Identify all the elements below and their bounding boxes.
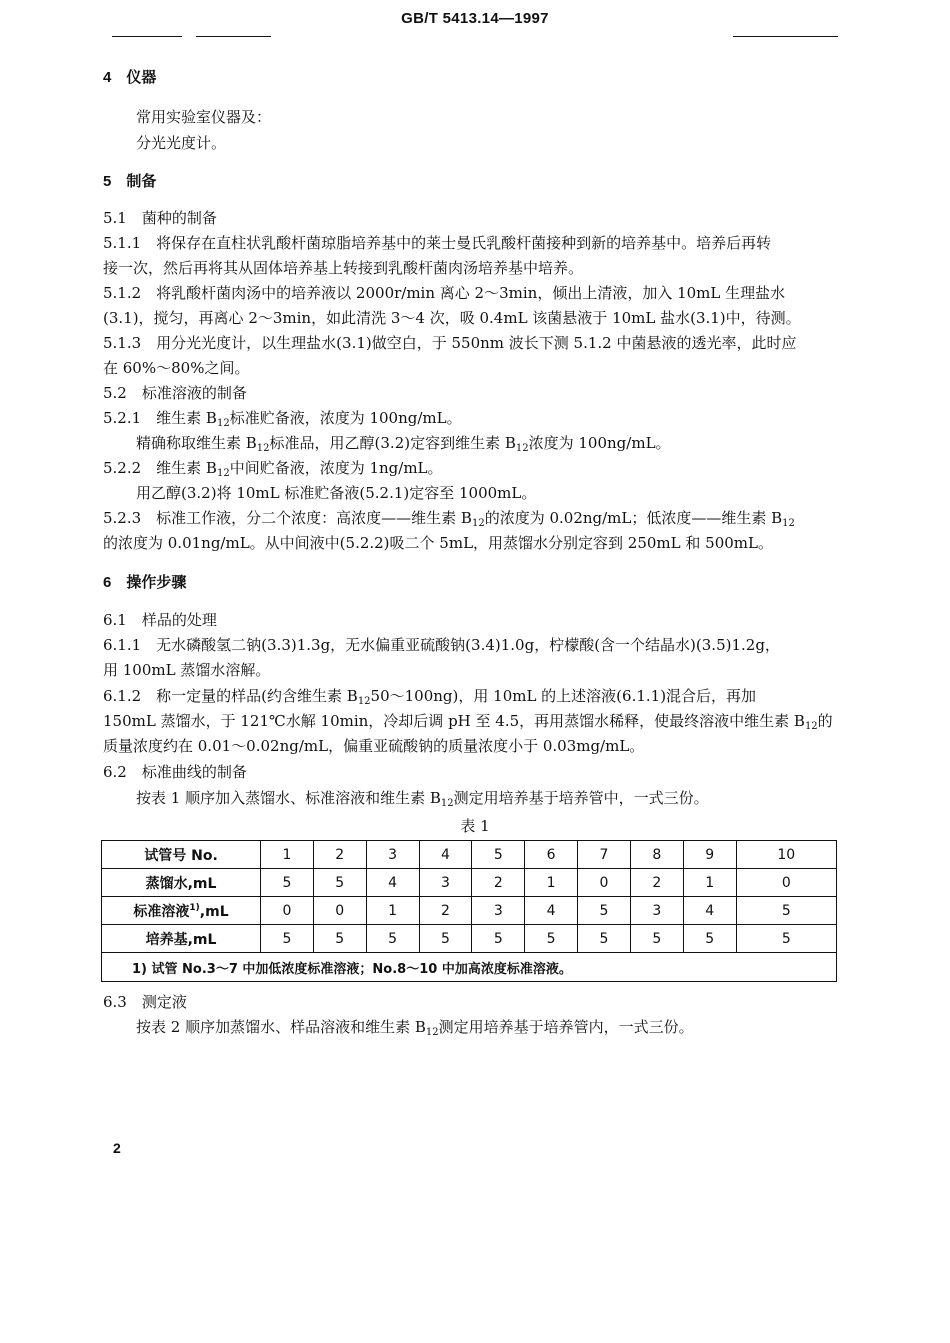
paragraph-line: 精确称取维生素 $B_{12}$标准品，用乙醇(3.2)定容到维生素 $B_{12}$浓度为 100ng/mL。: [136, 434, 671, 454]
section-5-heading: 5 制备: [103, 173, 157, 190]
table-cell: 3: [630, 897, 683, 925]
paragraph-line: 5.2.2 维生素 $B_{12}$中间贮备液，浓度为 1ng/mL。: [103, 459, 443, 479]
table-cell: 2: [630, 869, 683, 897]
table-cell: 4: [683, 897, 736, 925]
paragraph-line: 按表 1 顺序加入蒸馏水、标准溶液和维生素 $B_{12}$测定用培养基于培养管中，一式三份。: [136, 789, 709, 809]
subsection-heading: 6.2 标准曲线的制备: [103, 763, 247, 781]
table-cell: 0: [736, 869, 836, 897]
paragraph-line: 分光光度计。: [136, 134, 227, 152]
paragraph-line: 6.1.2 称一定量的样品(约含维生素 $B_{12}50\sim 100ng$)，用 10mL 的上述溶液(6.1.1)混合后，再加: [103, 687, 757, 707]
table-footnote-row: [102, 953, 837, 982]
subsection-heading: 6.3 测定液: [103, 993, 187, 1011]
subsection-heading: 6.1 样品的处理: [103, 611, 217, 629]
row-header: 培养基,mL: [102, 925, 261, 953]
table-cell: 0: [578, 869, 631, 897]
table-cell: 5: [313, 925, 366, 953]
table-cell: 5: [261, 925, 314, 953]
paragraph-line: 5.2.3 标准工作液，分二个浓度：高浓度——维生素 $B_{12}$的浓度为 0.02ng/mL；低浓度——维生素 $B_{12}$: [103, 509, 795, 529]
table-cell: 5: [313, 869, 366, 897]
header-rule: [112, 36, 182, 37]
table-cell: 6: [525, 841, 578, 869]
table-cell: 2: [313, 841, 366, 869]
table-cell: 5: [472, 925, 525, 953]
table-cell: 4: [419, 841, 472, 869]
paragraph-line: 的浓度为 0.01ng/mL。从中间液中(5.2.2)吸二个 5mL，用蒸馏水分别定容到 250mL 和 500mL。: [103, 534, 773, 552]
paragraph-line: 5.1.1 将保存在直柱状乳酸杆菌琼脂培养基中的莱士曼氏乳酸杆菌接种到新的培养基中。培养后再转: [103, 234, 772, 252]
table-cell: 3: [472, 897, 525, 925]
table-cell: 5: [419, 925, 472, 953]
table-cell: 5: [472, 841, 525, 869]
paragraph-line: 质量浓度约在 0.01～0.02ng/mL，偏重亚硫酸钠的质量浓度小于 0.03mg/mL。: [103, 737, 645, 755]
table-row: [102, 925, 837, 953]
paragraph-line: 6.1.1 无水磷酸氢二钠(3.3)1.3g，无水偏重亚硫酸钠(3.4)1.0g，柠檬酸(含一个结晶水)(3.5)1.2g，: [103, 636, 780, 654]
table-cell: 2: [419, 897, 472, 925]
paragraph-line: 接一次，然后再将其从固体培养基上转接到乳酸杆菌肉汤培养基中培养。: [103, 259, 584, 277]
table-row: [102, 841, 837, 869]
table-cell: 1: [683, 869, 736, 897]
table-cell: 1: [525, 869, 578, 897]
row-header: 蒸馏水,mL: [102, 869, 261, 897]
paragraph-line: 按表 2 顺序加蒸馏水、样品溶液和维生素 $B_{12}$测定用培养基于培养管内，一式三份。: [136, 1018, 694, 1038]
table-cell: 5: [261, 869, 314, 897]
table-cell: 5: [578, 897, 631, 925]
standard-code: GB/T 5413.14—1997: [401, 10, 549, 27]
paragraph-line: 用乙醇(3.2)将 10mL 标准贮备液(5.2.1)定容至 1000mL。: [136, 484, 537, 502]
table-cell: 0: [261, 897, 314, 925]
table-cell: 5: [736, 925, 836, 953]
table-cell: 7: [578, 841, 631, 869]
subsection-heading: 5.1 菌种的制备: [103, 209, 217, 227]
paragraph-line: 常用实验室仪器及：: [136, 108, 272, 126]
paragraph-line: 5.1.2 将乳酸杆菌肉汤中的培养液以 2000r/min 离心 2～3min，倾出上清液，加入 10mL 生理盐水: [103, 284, 786, 302]
section-6-heading: 6 操作步骤: [103, 574, 187, 591]
table-cell: 10: [736, 841, 836, 869]
table-cell: 3: [419, 869, 472, 897]
row-header: 试管号 No.: [102, 841, 261, 869]
subsection-heading: 5.2 标准溶液的制备: [103, 384, 247, 402]
table-cell: 1: [366, 897, 419, 925]
table-cell: 4: [525, 897, 578, 925]
section-4-heading: 4 仪器: [103, 69, 157, 86]
table-row: [102, 869, 837, 897]
row-header: 标准溶液$^{1)}$,mL: [102, 897, 261, 925]
table-cell: 1: [261, 841, 314, 869]
table-cell: 5: [736, 897, 836, 925]
header-rule: [196, 36, 271, 37]
paragraph-line: 5.1.3 用分光光度计，以生理盐水(3.1)做空白，于 550nm 波长下测 5.1.2 中菌悬液的透光率，此时应: [103, 334, 797, 352]
table-cell: 5: [366, 925, 419, 953]
page-number: 2: [113, 1140, 121, 1156]
table-cell: 9: [683, 841, 736, 869]
table-cell: 4: [366, 869, 419, 897]
table-row: [102, 897, 837, 925]
paragraph-line: 在 60%～80%之间。: [103, 359, 250, 377]
header-rule: [733, 36, 838, 37]
paragraph-line: 150mL 蒸馏水，于 121℃水解 10min，冷却后调 pH 至 4.5，再用蒸馏水稀释，使最终溶液中维生素 $B_{12}$的: [103, 712, 833, 732]
table-cell: 3: [366, 841, 419, 869]
paragraph-line: 用 100mL 蒸馏水溶解。: [103, 661, 271, 679]
paragraph-line: 5.2.1 维生素 $B_{12}$标准贮备液，浓度为 100ng/mL。: [103, 409, 462, 429]
table-cell: 0: [313, 897, 366, 925]
table-cell: 5: [630, 925, 683, 953]
table-cell: 2: [472, 869, 525, 897]
table-footnote: 1) 试管 No.3～7 中加低浓度标准溶液；No.8～10 中加高浓度标准溶液。: [102, 953, 837, 982]
table-cell: 5: [525, 925, 578, 953]
table-cell: 5: [683, 925, 736, 953]
table-caption: 表 1: [460, 817, 490, 835]
table-cell: 8: [630, 841, 683, 869]
table-cell: 5: [578, 925, 631, 953]
table-1: [101, 840, 837, 982]
paragraph-line: (3.1)，搅匀，再离心 2～3min，如此清洗 3～4 次，吸 0.4mL 该菌悬液于 10mL 盐水(3.1)中，待测。: [103, 309, 801, 327]
